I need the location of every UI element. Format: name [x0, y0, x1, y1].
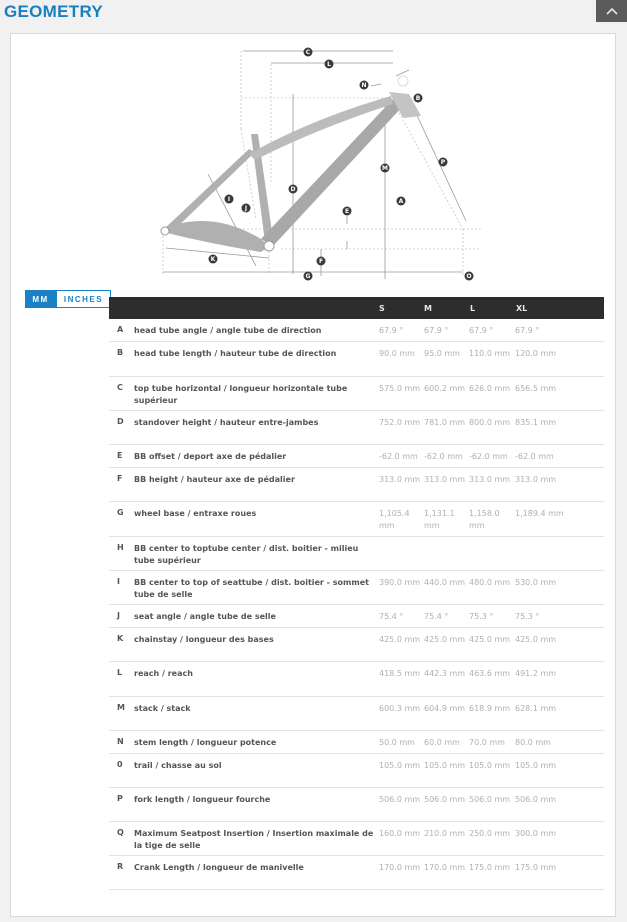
value-l: 480.0 mm: [469, 578, 511, 587]
value-xl: 175.0 mm: [515, 863, 557, 872]
row-letter: F: [117, 474, 123, 483]
svg-text:A: A: [398, 198, 404, 205]
row-letter: Q: [117, 828, 124, 837]
marker-K: [209, 255, 218, 264]
row-label: BB center to top of seattube / dist. boitier - sommet tube de selle: [134, 578, 369, 599]
value-m: 781.0 mm: [424, 418, 466, 427]
unit-inches-button[interactable]: INCHES: [56, 290, 111, 308]
value-s: 90.0 mm: [379, 349, 415, 358]
value-xl: 425.0 mm: [515, 635, 557, 644]
row-label: head tube length / hauteur tube de direction: [134, 349, 337, 358]
table-row: [109, 411, 604, 445]
value-m: [424, 543, 469, 570]
size-header-xl: XL: [516, 303, 528, 313]
svg-text:D: D: [290, 186, 296, 193]
row-letter: K: [117, 634, 124, 643]
row-letter: D: [117, 417, 124, 426]
row-letter: P: [117, 794, 123, 803]
row-label: standover height / hauteur entre-jambes: [134, 418, 319, 427]
row-label: fork length / longueur fourche: [134, 795, 271, 804]
svg-text:P: P: [440, 159, 446, 166]
size-header-m: M: [424, 303, 432, 313]
row-letter: M: [117, 703, 125, 712]
svg-text:N: N: [361, 82, 367, 89]
table-row: [109, 537, 604, 571]
value-l: 425.0 mm: [469, 635, 511, 644]
row-label: stack / stack: [134, 704, 191, 713]
table-body: [109, 319, 604, 890]
row-letter: J: [117, 611, 120, 620]
value-m: 506.0 mm: [424, 795, 466, 804]
value-xl: 105.0 mm: [515, 761, 557, 770]
row-letter: E: [117, 451, 123, 460]
value-xl: 491.2 mm: [515, 669, 557, 678]
value-l: 70.0 mm: [469, 738, 505, 747]
value-s: 170.0 mm: [379, 863, 421, 872]
value-m: 604.9 mm: [424, 704, 466, 713]
row-letter: G: [117, 508, 124, 517]
svg-text:K: K: [210, 256, 216, 263]
svg-text:L: L: [327, 61, 331, 68]
value-l: 618.9 mm: [469, 704, 511, 713]
value-m: 60.0 mm: [424, 738, 460, 747]
value-m: 210.0 mm: [424, 829, 466, 838]
value-l: 1,158.0 mm: [469, 509, 500, 530]
svg-text:B: B: [415, 95, 421, 102]
row-label: BB offset / deport axe de pédalier: [134, 452, 287, 461]
value-m: 442.3 mm: [424, 669, 466, 678]
value-xl: 67.9 °: [515, 326, 540, 335]
marker-O: [465, 272, 474, 281]
value-s: 160.0 mm: [379, 829, 421, 838]
table-row: [109, 319, 604, 342]
svg-text:J: J: [244, 205, 248, 212]
row-letter: N: [117, 737, 124, 746]
value-s: 67.9 °: [379, 326, 404, 335]
value-xl: 313.0 mm: [515, 475, 557, 484]
row-label: stem length / longueur potence: [134, 738, 277, 747]
svg-text:C: C: [305, 49, 311, 56]
value-s: -62.0 mm: [379, 452, 418, 461]
row-label: Maximum Seatpost Insertion / Insertion maximale de la tige de selle: [134, 829, 374, 850]
value-s: 50.0 mm: [379, 738, 415, 747]
value-s: 1,105.4 mm: [379, 509, 410, 530]
value-m: 75.4 °: [424, 612, 449, 621]
collapse-button[interactable]: [596, 0, 627, 22]
value-l: 800.0 mm: [469, 418, 511, 427]
row-letter: H: [117, 543, 124, 552]
value-m: 425.0 mm: [424, 635, 466, 644]
value-xl: 300.0 mm: [515, 829, 557, 838]
value-s: 575.0 mm: [379, 384, 421, 393]
value-s: 313.0 mm: [379, 475, 421, 484]
size-header-s: S: [379, 303, 385, 313]
size-header-l: L: [470, 303, 476, 313]
value-xl: [515, 543, 565, 570]
page-title: GEOMETRY: [4, 2, 104, 21]
table-row: [109, 697, 604, 731]
marker-D: [289, 185, 298, 194]
row-label: BB height / hauteur axe de pédalier: [134, 475, 295, 484]
row-label: chainstay / longueur des bases: [134, 635, 274, 644]
table-row: [109, 822, 604, 856]
table-row: [109, 468, 604, 502]
value-s: 105.0 mm: [379, 761, 421, 770]
value-s: 418.5 mm: [379, 669, 421, 678]
marker-P: [439, 158, 448, 167]
svg-text:M: M: [382, 165, 388, 172]
table-row: [109, 445, 604, 468]
marker-L: [325, 60, 334, 69]
table-row: [109, 731, 604, 754]
value-s: 75.4 °: [379, 612, 404, 621]
value-s: 600.3 mm: [379, 704, 421, 713]
unit-mm-button[interactable]: MM: [25, 290, 56, 308]
value-l: 67.9 °: [469, 326, 494, 335]
table-header: [109, 297, 604, 319]
marker-E: [343, 207, 352, 216]
geometry-table: [109, 297, 604, 890]
row-letter: C: [117, 383, 123, 392]
row-letter: A: [117, 325, 124, 334]
row-label: Crank Length / longueur de manivelle: [134, 863, 304, 872]
marker-J: [242, 204, 251, 213]
value-l: 313.0 mm: [469, 475, 511, 484]
value-m: 600.2 mm: [424, 384, 466, 393]
marker-C: [304, 48, 313, 57]
table-row: [109, 788, 604, 822]
geometry-panel: [10, 33, 616, 917]
row-letter: B: [117, 348, 124, 357]
table-row: [109, 502, 604, 537]
marker-G: [304, 272, 313, 281]
row-label: top tube horizontal / longueur horizontale tube supérieur: [134, 384, 348, 405]
marker-B: [414, 94, 423, 103]
value-xl: 835.1 mm: [515, 418, 557, 427]
table-row: [109, 628, 604, 662]
value-xl: 506.0 mm: [515, 795, 557, 804]
row-letter: 0: [117, 760, 123, 769]
table-row: [109, 605, 604, 628]
value-xl: 656.5 mm: [515, 384, 557, 393]
table-row: [109, 856, 604, 890]
table-row: [109, 662, 604, 697]
svg-text:E: E: [344, 208, 350, 215]
row-label: wheel base / entraxe roues: [134, 509, 257, 518]
value-l: 110.0 mm: [469, 349, 511, 358]
value-m: 105.0 mm: [424, 761, 466, 770]
chevron-up-icon: [606, 7, 618, 15]
value-s: 752.0 mm: [379, 418, 421, 427]
svg-text:F: F: [318, 258, 324, 265]
table-row: [109, 754, 604, 788]
value-xl: 1,189.4 mm: [515, 509, 564, 518]
marker-N: [360, 81, 369, 90]
table-row: [109, 342, 604, 377]
value-xl: 628.1 mm: [515, 704, 557, 713]
marker-F: [317, 257, 326, 266]
value-m: 95.0 mm: [424, 349, 460, 358]
svg-text:G: G: [305, 273, 311, 280]
marker-M: [381, 164, 390, 173]
value-l: 463.6 mm: [469, 669, 511, 678]
value-m: 440.0 mm: [424, 578, 466, 587]
row-label: head tube angle / angle tube de direction: [134, 326, 322, 335]
row-letter: I: [117, 577, 120, 586]
value-xl: 80.0 mm: [515, 738, 551, 747]
value-l: -62.0 mm: [469, 452, 508, 461]
row-label: seat angle / angle tube de selle: [134, 612, 276, 621]
table-row: [109, 377, 604, 411]
frame-geometry-diagram: [11, 34, 617, 284]
value-l: 105.0 mm: [469, 761, 511, 770]
value-l: 506.0 mm: [469, 795, 511, 804]
svg-text:O: O: [466, 273, 472, 280]
row-letter: L: [117, 668, 123, 677]
row-label: trail / chasse au sol: [134, 761, 222, 770]
value-m: -62.0 mm: [424, 452, 463, 461]
marker-A: [397, 197, 406, 206]
value-l: 75.3 °: [469, 612, 494, 621]
value-m: 1,131.1 mm: [424, 509, 455, 530]
value-s: [379, 543, 424, 570]
value-xl: 75.3 °: [515, 612, 540, 621]
marker-I: [225, 195, 234, 204]
value-l: 175.0 mm: [469, 863, 511, 872]
value-l: [469, 543, 515, 570]
value-s: 390.0 mm: [379, 578, 421, 587]
row-label: reach / reach: [134, 669, 193, 678]
value-m: 67.9 °: [424, 326, 449, 335]
svg-text:I: I: [227, 196, 231, 203]
value-l: 250.0 mm: [469, 829, 511, 838]
value-s: 506.0 mm: [379, 795, 421, 804]
value-xl: 120.0 mm: [515, 349, 557, 358]
value-l: 626.0 mm: [469, 384, 511, 393]
value-xl: -62.0 mm: [515, 452, 554, 461]
row-letter: R: [117, 862, 124, 871]
table-row: [109, 571, 604, 605]
value-s: 425.0 mm: [379, 635, 421, 644]
value-xl: 530.0 mm: [515, 578, 557, 587]
value-m: 170.0 mm: [424, 863, 466, 872]
value-m: 313.0 mm: [424, 475, 466, 484]
row-label: BB center to toptube center / dist. boitier - milieu tube supérieur: [134, 544, 359, 565]
unit-toggle: [25, 290, 111, 308]
